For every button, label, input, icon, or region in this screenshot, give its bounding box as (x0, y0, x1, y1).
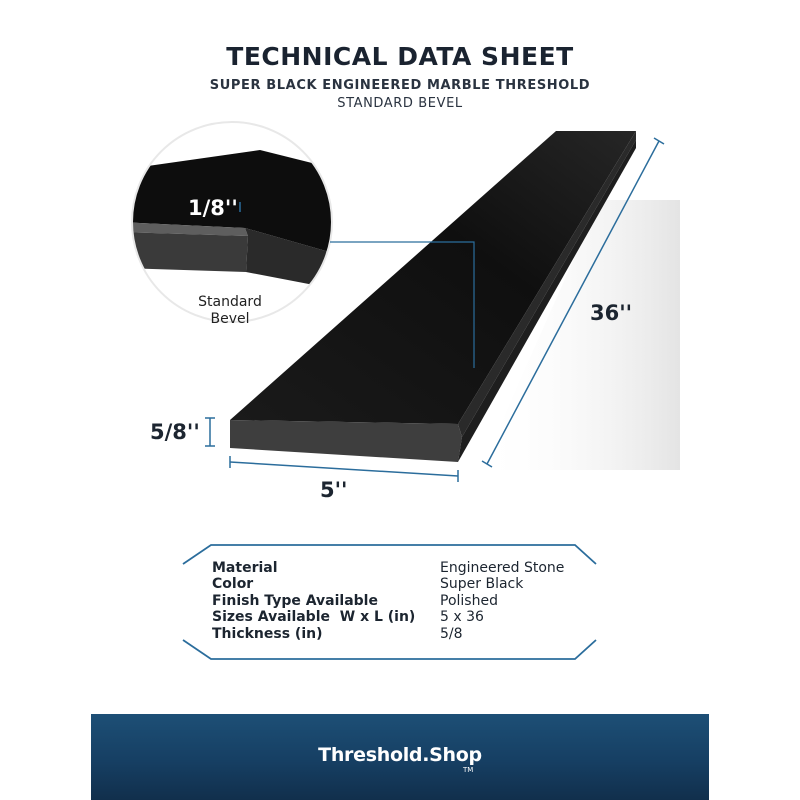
bevel-dimension-label: 1/8'' (188, 196, 238, 220)
page-subtitle-bevel: STANDARD BEVEL (337, 96, 463, 111)
spec-label: Material (212, 560, 278, 576)
spec-label: Thickness (in) (212, 625, 323, 642)
spec-label: Color (212, 576, 254, 593)
spec-value: Engineered Stone (440, 560, 565, 576)
bevel-caption-line1: Standard (198, 294, 262, 310)
spec-row-color (212, 576, 592, 592)
spec-label: Sizes Available W x L (in) (212, 609, 416, 626)
spec-row-finish (212, 593, 592, 609)
spec-value: 5 x 36 (440, 609, 484, 626)
trademark-mark: TM (463, 766, 474, 774)
spec-table (212, 560, 592, 642)
thickness-dimension-label: 5/8'' (150, 420, 200, 444)
spec-value: Polished (440, 592, 498, 609)
bevel-caption-line2: Bevel (210, 311, 250, 327)
page-subtitle: SUPER BLACK ENGINEERED MARBLE THRESHOLD (209, 78, 591, 93)
length-dimension-label: 36'' (590, 301, 633, 325)
spec-value: 5/8 (440, 625, 463, 642)
spec-row-sizes (212, 609, 592, 625)
brand-logo: Threshold.Shop (318, 744, 482, 766)
footer-banner (91, 714, 709, 800)
inset-front-face (120, 232, 248, 272)
thickness-dimension (205, 418, 215, 446)
spec-label: Finish Type Available (212, 592, 378, 609)
slab-front-face (230, 420, 462, 462)
width-dimension-label: 5'' (320, 478, 348, 502)
spec-value: Super Black (440, 576, 524, 593)
bevel-caption (180, 294, 280, 328)
page-title: TECHNICAL DATA SHEET (226, 42, 574, 71)
spec-row-material (212, 560, 592, 576)
spec-row-thickness (212, 626, 592, 642)
